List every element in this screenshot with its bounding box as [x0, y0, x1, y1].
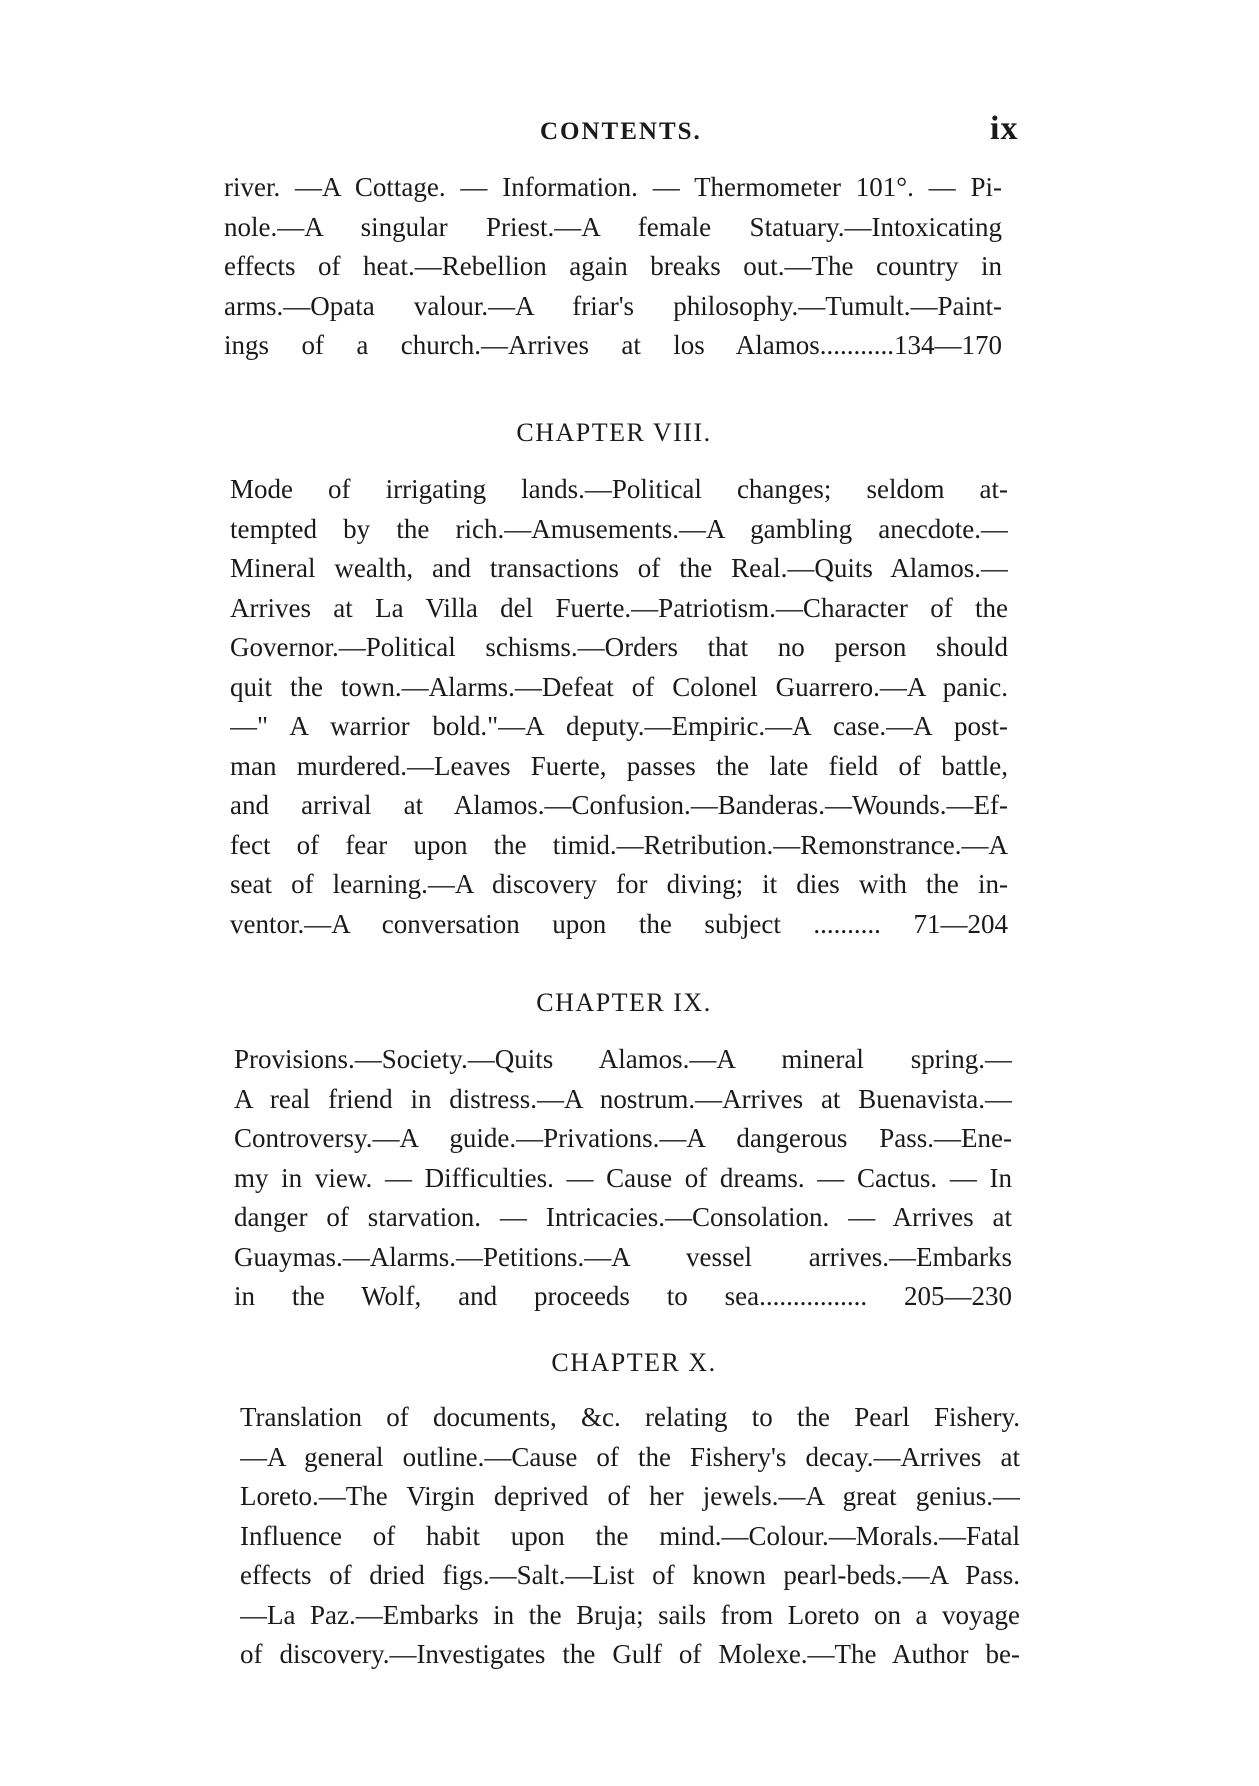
contents-line: ings of a church.—Arrives at los Alamos...........134—170	[224, 330, 1002, 360]
contents-line: —" A warrior bold."—A deputy.—Empiric.—A case.—A post-	[230, 711, 1008, 741]
chapter-summary-block	[230, 470, 1008, 944]
chapter-heading: CHAPTER X.	[551, 1348, 717, 1377]
contents-line: river. —A Cottage. — Information. — Thermometer 101°. — Pi-	[224, 172, 1002, 202]
contents-line: Translation of documents, &c. relating to the Pearl Fishery.	[240, 1402, 1020, 1432]
contents-line: my in view. — Difficulties. — Cause of dreams. — Cactus. — In	[234, 1162, 1012, 1193]
contents-line: of discovery.—Investigates the Gulf of Molexe.—The Author be-	[240, 1639, 1020, 1669]
chapter-summary-block	[240, 1398, 1020, 1675]
contents-line: Governor.—Political schisms.—Orders that no person should	[230, 632, 1008, 662]
contents-line: seat of learning.—A discovery for diving; it dies with the in-	[230, 869, 1008, 899]
contents-line: Arrives at La Villa del Fuerte.—Patriotism.—Character of the	[230, 592, 1008, 623]
contents-line: Controversy.—A guide.—Privations.—A dangerous Pass.—Ene-	[234, 1123, 1012, 1153]
contents-line: Mineral wealth, and transactions of the Real.—Quits Alamos.—	[230, 553, 1008, 583]
contents-line: in the Wolf, and proceeds to sea................ 205—230	[234, 1281, 1012, 1311]
page-number: ix	[990, 110, 1019, 147]
contents-line: and arrival at Alamos.—Confusion.—Banderas.—Wounds.—Ef-	[230, 790, 1008, 820]
contents-line: ventor.—A conversation upon the subject .......... 71—204	[230, 908, 1008, 939]
chapter-heading: CHAPTER IX.	[536, 988, 712, 1017]
contents-line: man murdered.—Leaves Fuerte, passes the late field of battle,	[230, 750, 1008, 781]
contents-line: effects of dried figs.—Salt.—List of known pearl-beds.—A Pass.	[240, 1560, 1020, 1590]
contents-line: fect of fear upon the timid.—Retribution.—Remonstrance.—A	[230, 829, 1008, 860]
contents-line: tempted by the rich.—Amusements.—A gambling anecdote.—	[230, 513, 1008, 544]
contents-line: Guaymas.—Alarms.—Petitions.—A vessel arrives.—Embarks	[234, 1241, 1012, 1272]
contents-line: Influence of habit upon the mind.—Colour.—Morals.—Fatal	[240, 1520, 1020, 1551]
continuation-block	[224, 168, 1002, 366]
contents-line: —A general outline.—Cause of the Fishery's decay.—Arrives at	[240, 1441, 1020, 1472]
contents-line: danger of starvation. — Intricacies.—Consolation. — Arrives at	[234, 1202, 1012, 1232]
contents-line: Mode of irrigating lands.—Political changes; seldom at-	[230, 474, 1008, 504]
chapter-heading: CHAPTER VIII.	[516, 418, 712, 447]
contents-line: Provisions.—Society.—Quits Alamos.—A mineral spring.—	[234, 1044, 1012, 1074]
contents-line: nole.—A singular Priest.—A female Statuary.—Intoxicating	[224, 211, 1002, 242]
contents-line: effects of heat.—Rebellion again breaks out.—The country in	[224, 251, 1002, 281]
chapter-summary-block	[234, 1040, 1012, 1317]
contents-line: —La Paz.—Embarks in the Bruja; sails from Loreto on a voyage	[240, 1599, 1020, 1630]
contents-line: Loreto.—The Virgin deprived of her jewels.—A great genius.—	[240, 1481, 1020, 1511]
contents-line: quit the town.—Alarms.—Defeat of Colonel Guarrero.—A panic.	[230, 671, 1008, 702]
running-head: CONTENTS.	[540, 118, 702, 145]
contents-line: A real friend in distress.—A nostrum.—Arrives at Buenavista.—	[234, 1083, 1012, 1114]
contents-line: arms.—Opata valour.—A friar's philosophy.—Tumult.—Paint-	[224, 290, 1002, 321]
